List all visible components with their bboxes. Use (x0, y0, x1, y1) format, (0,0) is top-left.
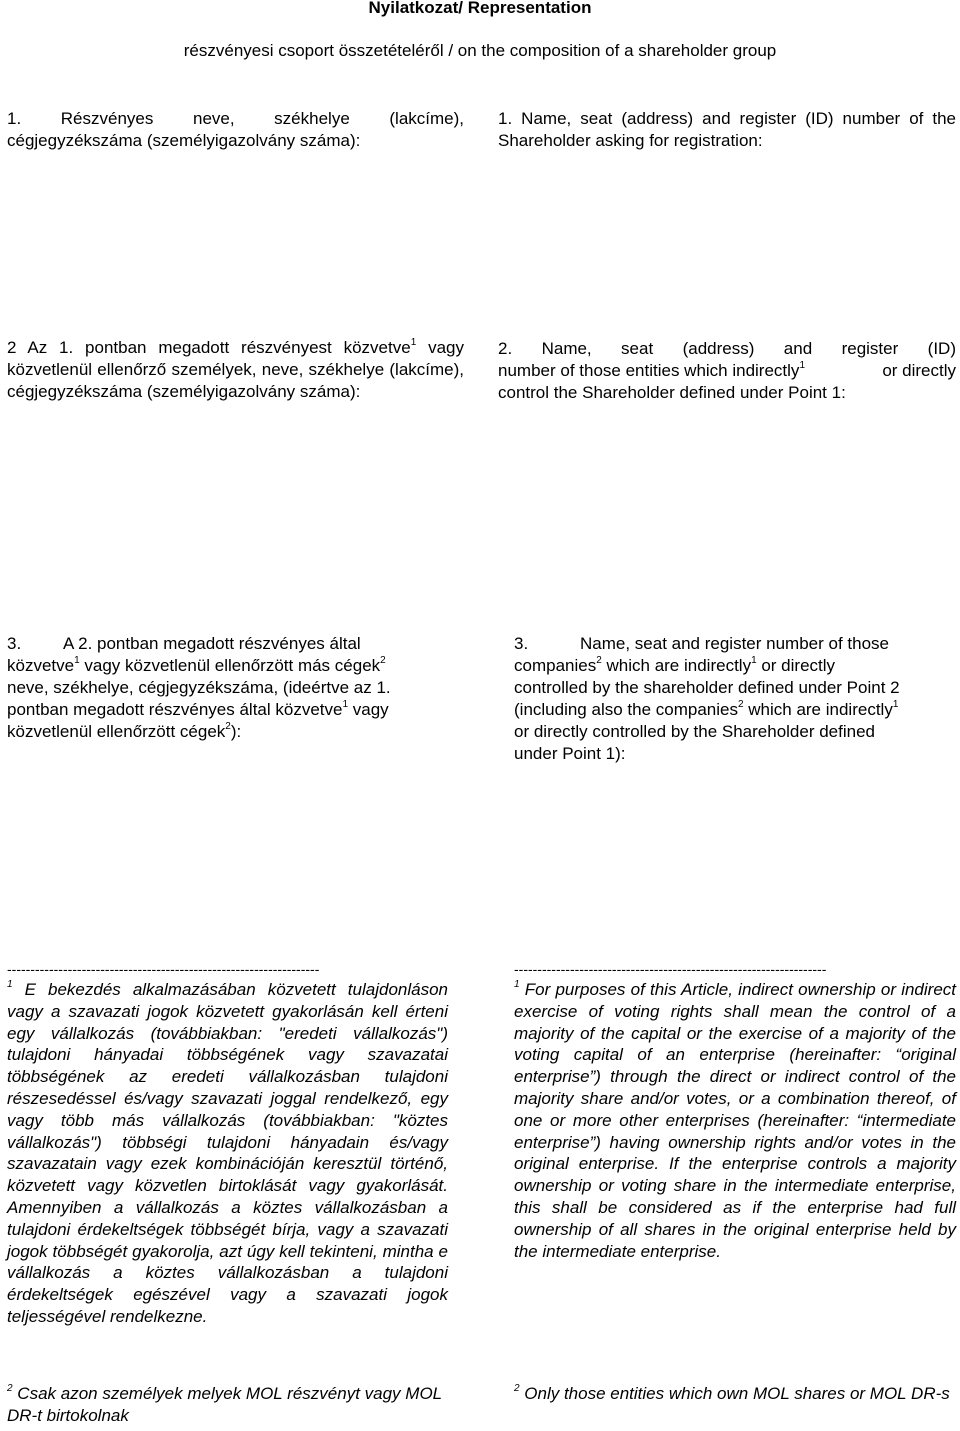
footnote-ref-1: 1 (892, 699, 899, 710)
q3-en-number: 3. (514, 634, 529, 653)
footnote-ref-1: 1 (74, 655, 80, 666)
footnote-1-marker: 1 (514, 979, 520, 990)
q3-en-line-2 (514, 655, 924, 677)
q3-hu-text-g: ): (230, 722, 242, 741)
q3-hu-text-f: közvetlenül ellenőrzött cégek (7, 722, 226, 741)
q2-en-line-1: 2. Name, seat (address) and register (ID) (498, 339, 956, 358)
q3-hu-line-last (7, 721, 437, 743)
footnote-2-hu-text: Csak azon személyek melyek MOL részvényt vagy MOL DR-t birtokolnak (7, 1384, 442, 1425)
footnote-1-english (514, 979, 956, 1262)
q3-hu-text-e: vagy (348, 700, 389, 719)
q2-hungarian (7, 337, 464, 403)
q3-hu-text-b: közvetve (7, 656, 75, 675)
q2-en-text-b: or directly (882, 361, 956, 380)
q2-en-line-3: control the Shareholder defined under Point 1: (498, 383, 846, 402)
q2-en-text-a: number of those entities which indirectly (498, 361, 800, 380)
q3-en-text-c: which are indirectly (601, 656, 752, 675)
q3-hu-text-d: neve, székhelye, cégjegyzékszáma, (ideértve az 1. pontban megadott részvényes által közvetve (7, 678, 391, 719)
q3-en-line-1 (514, 633, 924, 655)
q3-en-line-6: under Point 1): (514, 744, 626, 763)
q3-en-line-3: controlled by the shareholder defined under Point 2 (514, 678, 900, 697)
q2-en-line-2 (498, 360, 956, 382)
q2-hu-text-a: 2 Az 1. pontban megadott részvényest közvetve (7, 338, 411, 357)
footnote-ref-1: 1 (799, 360, 805, 371)
footnote-ref-1: 1 (342, 699, 349, 710)
q3-hu-line-1 (7, 633, 437, 655)
page-subtitle: részvényesi csoport összetételéről / on the composition of a shareholder group (183, 41, 777, 60)
q3-en-line-4 (514, 699, 924, 721)
footnote-ref-1: 1 (751, 655, 757, 666)
q1-english: 1. Name, seat (address) and register (ID) number of the Shareholder asking for registration: (498, 109, 956, 150)
q3-hu-text-d-wrap (7, 677, 437, 721)
q3-en-text-a: Name, seat and register number of those (580, 634, 889, 653)
q3-hu-text-a: A 2. pontban megadott részvényes által (63, 634, 361, 653)
footnote-ref-1: 1 (410, 337, 417, 348)
footnote-2-hungarian (7, 1383, 448, 1427)
footnote-2-en-text: Only those entities which own MOL shares or MOL DR-s (519, 1384, 950, 1403)
q3-en-text-d: or directly (756, 656, 836, 675)
q3-hu-text-c: vagy közvetlenül ellenőrzött más cégek (79, 656, 381, 675)
footnote-ref-2: 2 (737, 699, 744, 710)
footnote-2-marker: 2 (514, 1383, 520, 1394)
footnote-ref-2: 2 (380, 655, 386, 666)
footnote-1-hungarian (7, 979, 448, 1328)
footnote-2-marker: 2 (7, 1383, 13, 1394)
q3-en-text-f: (including also the companies (514, 700, 738, 719)
q3-hungarian (7, 633, 437, 743)
q1-hungarian: 1. Részvényes neve, székhelye (lakcíme), cégjegyzékszáma (személyigazolvány száma): (7, 109, 464, 150)
footnote-separator-left: ------------------------------------------------------------------- (7, 962, 320, 976)
footnote-1-en-text: For purposes of this Article, indirect ownership or indirect exercise of voting rights shall mean the control of a majority of the capital or the exercise of a majority of the voting capital of an enterprise (hereinafter: “original enterprise”) through the direct or indirect control of the majority share and/or votes, or a combination thereof, of one or more other enterprises (hereinafter: “intermediate enterprise”) having ownership rights and/or votes in the original enterprise. If the enterprise controls a majority ownership or voting share in the intermediate enterprise, this shall be considered as if the enterprise had full ownership of all shares in the original enterprise held by the intermediate enterprise. (514, 980, 956, 1261)
q3-hu-number: 3. (7, 634, 22, 653)
page-title: Nyilatkozat/ Representation (368, 0, 592, 17)
q2-hu-text-b: vagy közvetlenül ellenőrző személyek, neve, székhelye (lakcíme), cégjegyzékszáma (személyigazolvány száma): (7, 338, 464, 401)
footnote-2-english (514, 1383, 956, 1405)
footnote-ref-2: 2 (225, 721, 231, 732)
footnote-ref-2: 2 (596, 655, 602, 666)
q3-en-text-g: which are indirectly (743, 700, 893, 719)
footnote-1-hu-text: E bekezdés alkalmazásában közvetett tulajdonláson vagy a szavazati jogok közvetett gyakorlásán kell érteni egy vállalkozás (továbbiakban: "eredeti vállalkozás") tulajdoni hányadai többségének vagy szavazatai többségének az eredeti vállalkozásban tulajdoni részesedéssel és/vagy szavazati joggal rendelkező, egy vagy több más vállalkozás (továbbiakban: "köztes vállalkozás") többségi tulajdoni hányadain és/vagy szavazatain vagy ezek kombinációján keresztül történő, közvetett vagy közvetlen birtoklását vagy gyakorlását. Amennyiben a vállalkozás a köztes vállalkozásban a tulajdoni érdekeltségek többségét bírja, vagy a szavazati jogok többségét gyakorolja, azt úgy kell tekinteni, mintha e vállalkozás a köztes vállalkozásban a tulajdoni érdekeltségek egészével vagy a szavazati jogok teljességével rendelkezne. (7, 980, 448, 1326)
q3-en-text-b: companies (514, 656, 597, 675)
q3-english (514, 633, 924, 765)
footnote-separator-right: ------------------------------------------------------------------- (514, 962, 827, 976)
q3-hu-line-2 (7, 655, 437, 677)
q3-en-line-5: or directly controlled by the Shareholder defined (514, 722, 875, 741)
q2-english (498, 338, 956, 404)
footnote-1-marker: 1 (7, 979, 13, 990)
